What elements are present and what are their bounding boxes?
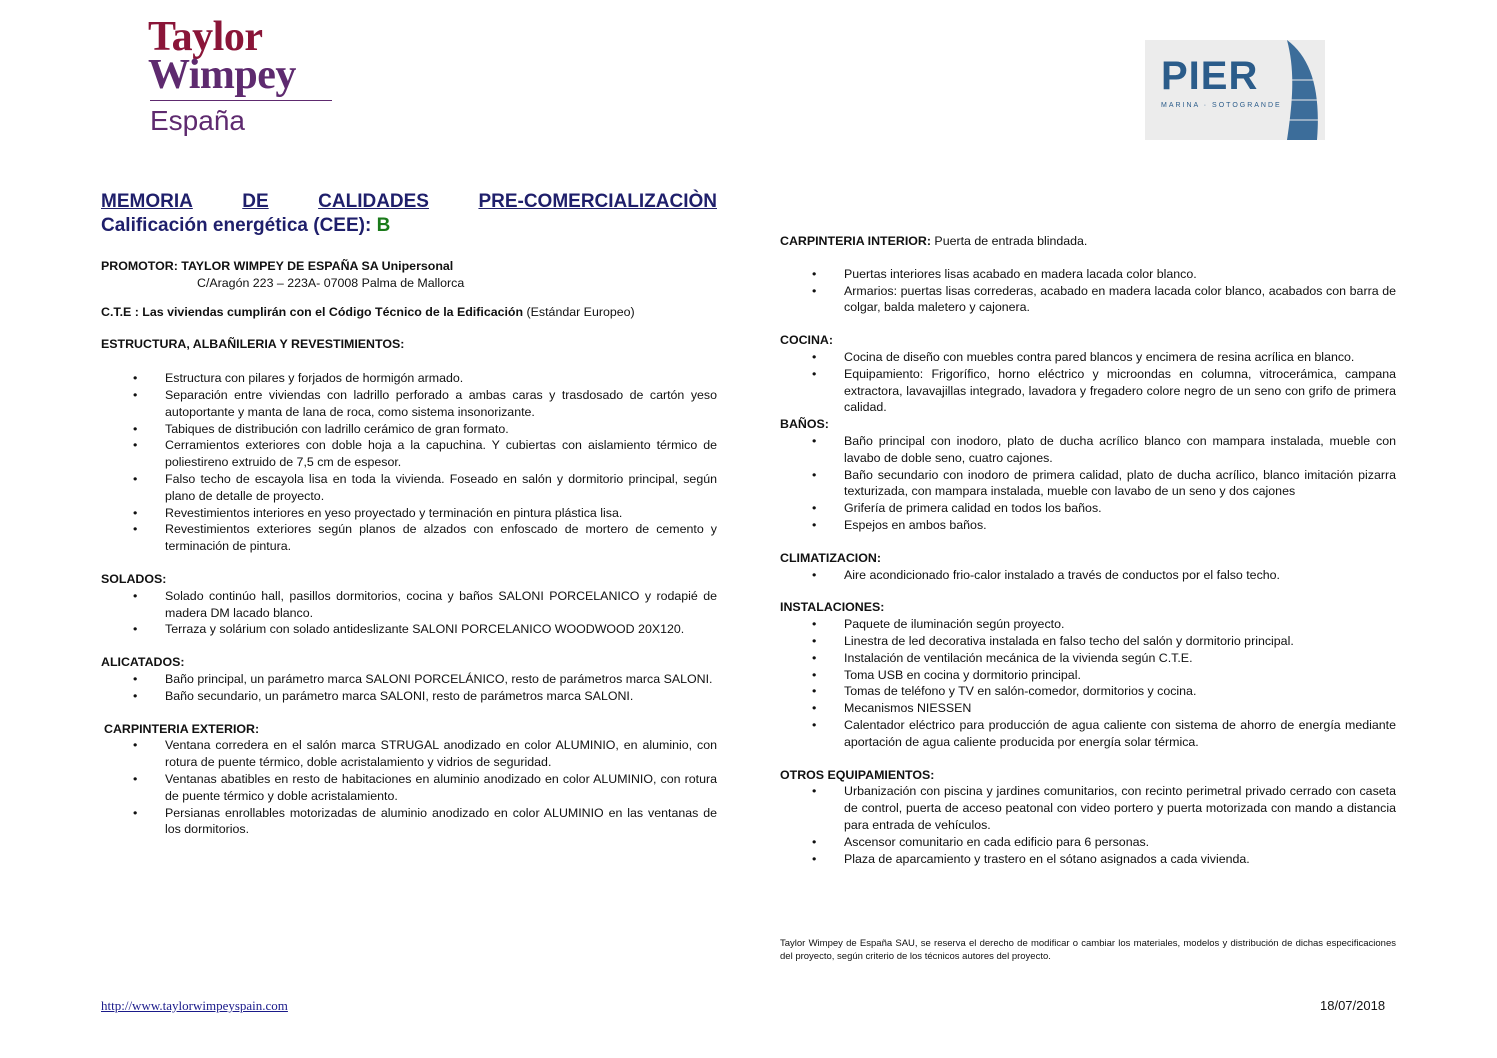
list-item: • Cocina de diseño con muebles contra pared blancos y encimera de resina acrílica en blanco.: [780, 349, 1396, 366]
section-intro: Puerta de entrada blindada.: [930, 234, 1088, 248]
list-item: • Paquete de iluminación según proyecto.: [780, 616, 1396, 633]
list-item: • Tomas de teléfono y TV en salón-comedor, dormitorios y cocina.: [780, 683, 1396, 700]
cte-bold: C.T.E : Las viviendas cumplirán con el Código Técnico de la Edificación: [101, 304, 524, 319]
promotor-label: PROMOTOR: TAYLOR WIMPEY DE ESPAÑA SA Unipersonal: [101, 259, 454, 273]
bullet-list: [101, 671, 717, 705]
section-heading: SOLADOS:: [101, 571, 167, 586]
list-item: • Urbanización con piscina y jardines comunitarios, con recinto perimetral privado cerrado con caseta de control, puerta de acceso peatonal con video portero y puerta motorizada con mando a distancia para entrada de vehículos.: [780, 783, 1396, 833]
list-item: • Cerramientos exteriores con doble hoja a la capuchina. Y cubiertas con aislamiento térmico de poliestireno extruido de 7,5 cm de espesor.: [101, 437, 717, 471]
section-heading: ALICATADOS:: [101, 655, 185, 670]
list-item: • Armarios: puertas lisas correderas, acabado en madera lacada color blanco, acabados con barra de colgar, balda maletero y cajonera.: [780, 283, 1396, 317]
bullet-list: [780, 349, 1396, 416]
document-title: [101, 190, 717, 214]
list-item: • Calentador eléctrico para producción de agua caliente con sistema de ahorro de energía mediante aportación de agua caliente producida por energía solar térmica.: [780, 717, 1396, 751]
list-item: • Puertas interiores lisas acabado en madera lacada color blanco.: [780, 266, 1396, 283]
list-item: • Mecanismos NIESSEN: [780, 700, 1396, 717]
cte-statement: [101, 304, 717, 321]
energy-grade: B: [376, 215, 391, 236]
list-item: • Separación entre viviendas con ladrillo perforado a ambas caras y trasdosado de cartón yeso autoportante y manta de lana de roca, como sistema insonorizante.: [101, 387, 717, 421]
section-heading: CARPINTERIA EXTERIOR:: [104, 721, 260, 736]
section-heading: CLIMATIZACION:: [780, 550, 881, 565]
section-heading: COCINA:: [780, 333, 833, 348]
list-item: • Grifería de primera calidad en todos los baños.: [780, 500, 1396, 517]
carpinteria-interior: [780, 233, 1396, 250]
list-item: • Tabiques de distribución con ladrillo cerámico de gran formato.: [101, 421, 717, 438]
left-column: [101, 190, 717, 838]
list-item: • Ventanas abatibles en resto de habitaciones en aluminio anodizado en color ALUMINIO, con rotura de puente térmico y doble acristalamiento.: [101, 771, 717, 805]
list-item: • Persianas enrollables motorizadas de aluminio anodizado en color ALUMINIO en las ventanas de los dormitorios.: [101, 805, 717, 839]
section-heading: OTROS EQUIPAMIENTOS:: [780, 767, 935, 782]
pier-logo-word: PIER: [1161, 54, 1259, 98]
list-item: • Toma USB en cocina y dormitorio principal.: [780, 667, 1396, 684]
list-item: • Terraza y solárium con solado antideslizante SALONI PORCELANICO WOODWOOD 20X120.: [101, 621, 717, 638]
list-item: • Baño principal, un parámetro marca SALONI PORCELÁNICO, resto de parámetros marca SALONI.: [101, 671, 717, 688]
title-word: DE: [242, 191, 269, 212]
list-item: • Ascensor comunitario en cada edificio para 6 personas.: [780, 834, 1396, 851]
logo-text-wimpey: Wimpey: [148, 52, 296, 98]
list-item: • Equipamiento: Frigorífico, horno eléctrico y microondas en columna, vitrocerámica, campana extractora, lavavajillas integrado, lavadora y fregadero colore negro de un seno con grifo de primera calidad.: [780, 366, 1396, 416]
bullet-list: [101, 370, 717, 555]
section-heading: INSTALACIONES:: [780, 600, 885, 615]
list-item: • Ventana corredera en el salón marca STRUGAL anodizado en color ALUMINIO, en aluminio, con rotura de puente térmico, doble acristalamiento y vidrios de seguridad.: [101, 737, 717, 771]
list-item: • Aire acondicionado frio-calor instalado a través de conductos por el falso techo.: [780, 567, 1396, 584]
bullet-list: [780, 433, 1396, 534]
title-word: MEMORIA: [101, 191, 193, 212]
title-word: CALIDADES: [318, 191, 429, 212]
document-date: 18/07/2018: [1320, 998, 1386, 1013]
section-heading: BAÑOS:: [780, 417, 829, 432]
pier-logo: [1145, 40, 1325, 140]
bullet-list: [101, 588, 717, 638]
bullet-list: [780, 266, 1396, 316]
title-word: PRE-COMERCIALIZACIÒN: [478, 191, 717, 212]
list-item: • Plaza de aparcamiento y trastero en el sótano asignados a cada vivienda.: [780, 851, 1396, 868]
section-heading: CARPINTERIA INTERIOR:: [780, 234, 931, 248]
list-item: • Solado continúo hall, pasillos dormitorios, cocina y baños SALONI PORCELANICO y rodapié de madera DM lacado blanco.: [101, 588, 717, 622]
right-column: [780, 233, 1396, 867]
website-link[interactable]: http://www.taylorwimpeyspain.com: [101, 998, 288, 1013]
list-item: • Revestimientos exteriores según planos de alzados con enfoscado de mortero de cemento y terminación de pintura.: [101, 521, 717, 555]
logo-text-espana: España: [150, 105, 245, 136]
bullet-list: [780, 616, 1396, 750]
logo-divider: [150, 100, 332, 101]
list-item: • Baño secundario con inodoro de primera calidad, plato de ducha acrílico, blanco imitación pizarra texturizada, con mampara instalada, mueble con lavabo de un seno y dos cajones: [780, 467, 1396, 501]
list-item: • Baño principal con inodoro, plato de ducha acrílico blanco con mampara instalada, mueble con lavabo de doble seno, cuatro cajones.: [780, 433, 1396, 467]
logo-text-taylor: Taylor: [148, 14, 263, 60]
sail-icon: [1281, 40, 1325, 140]
pier-logo-subtitle: MARINA · SOTOGRANDE: [1161, 102, 1282, 109]
bullet-list: [780, 783, 1396, 867]
list-item: • Falso techo de escayola lisa en toda la vivienda. Foseado en salón y dormitorio principal, según plano de detalle de proyecto.: [101, 471, 717, 505]
energy-rating-label: Calificación energética (CEE):: [101, 215, 377, 236]
bullet-list: [101, 737, 717, 838]
list-item: • Revestimientos interiores en yeso proyectado y terminación en pintura plástica lisa.: [101, 505, 717, 522]
list-item: • Linestra de led decorativa instalada en falso techo del salón y dormitorio principal.: [780, 633, 1396, 650]
cte-rest: (Estándar Europeo): [523, 304, 635, 319]
list-item: • Baño secundario, un parámetro marca SALONI, resto de parámetros marca SALONI.: [101, 688, 717, 705]
list-item: • Espejos en ambos baños.: [780, 517, 1396, 534]
promotor-address: C/Aragón 223 – 223A- 07008 Palma de Mallorca: [197, 275, 465, 290]
list-item: • Instalación de ventilación mecánica de la vivienda según C.T.E.: [780, 650, 1396, 667]
section-heading: ESTRUCTURA, ALBAÑILERIA Y REVESTIMIENTOS:: [101, 337, 405, 352]
taylor-wimpey-logo: [148, 14, 348, 137]
disclaimer-note: Taylor Wimpey de España SAU, se reserva el derecho de modificar o cambiar los materiales, modelos y distribución de dichas especificaciones del proyecto, según criterio de los técnicos autores del proyecto.: [780, 938, 1396, 962]
energy-rating: [101, 214, 717, 238]
bullet-list: [780, 567, 1396, 584]
list-item: • Estructura con pilares y forjados de hormigón armado.: [101, 370, 717, 387]
